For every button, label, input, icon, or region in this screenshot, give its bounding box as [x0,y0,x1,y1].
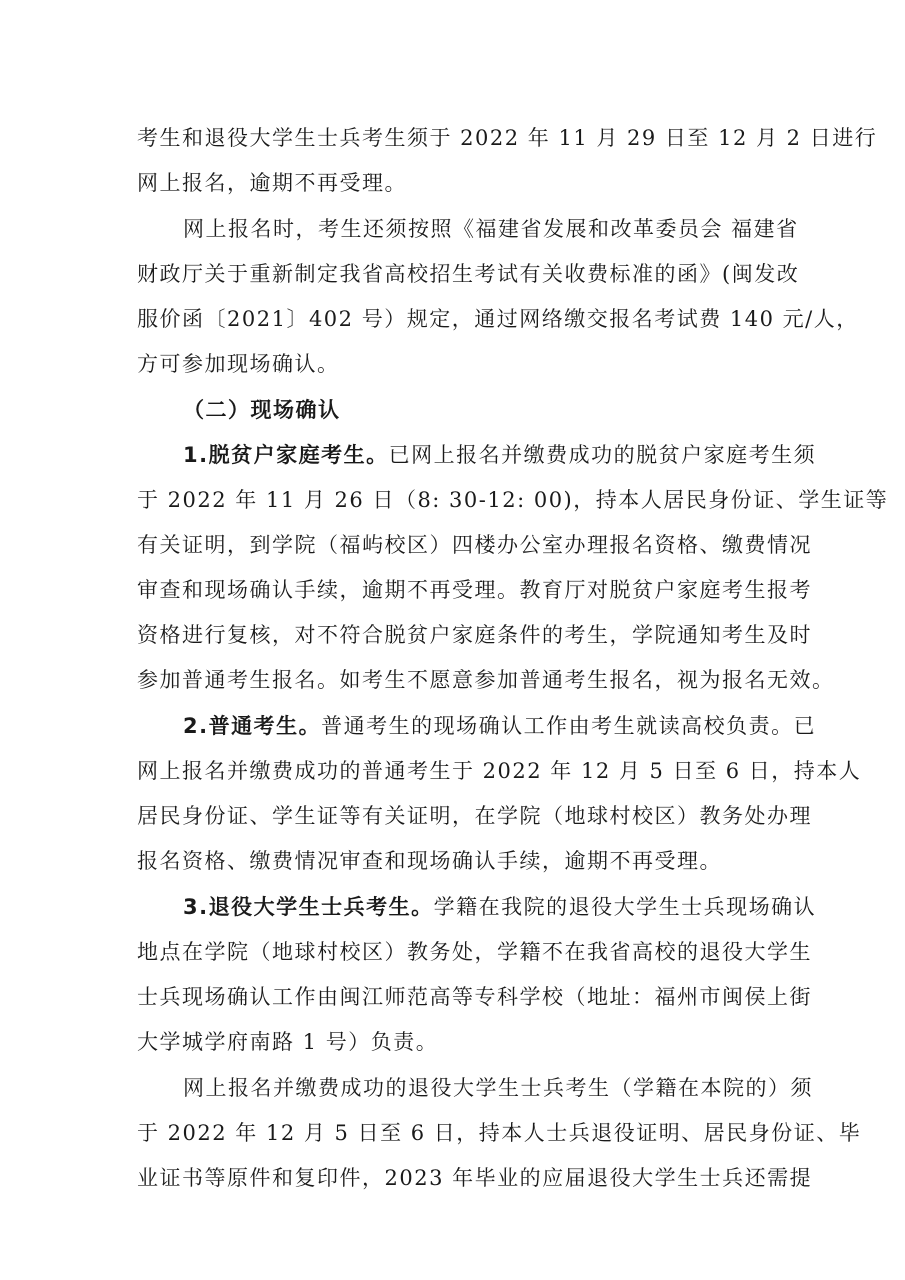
paragraph-line: 考生和退役大学生士兵考生须于 2022 年 11 月 29 日至 12 月 2 日进行 [137,126,878,150]
paragraph-line: 于 2022 年 11 月 26 日（8: 30-12: 00)，持本人居民身份证、学生证等 [137,488,889,512]
paragraph-line: 财政厅关于重新制定我省高校招生考试有关收费标准的函》(闽发改 [137,262,800,286]
paragraph-line: 网上报名并缴费成功的退役大学生士兵考生（学籍在本院的）须 [183,1076,813,1100]
paragraph-first-line [183,440,817,470]
paragraph-line: 居民身份证、学生证等有关证明，在学院（地球村校区）教务处办理 [137,804,812,828]
paragraph-line: 士兵现场确认工作由闽江师范高等专科学校（地址：福州市闽侯上街 [137,985,812,1009]
paragraph-line: 网上报名时，考生还须按照《福建省发展和改革委员会 福建省 [183,217,799,241]
paragraph-first-line [183,711,817,741]
paragraph-line: 网上报名，逾期不再受理。 [137,171,407,195]
paragraph-line: 网上报名并缴费成功的普通考生于 2022 年 12 月 5 日至 6 日，持本人 [137,759,862,783]
paragraph-line: 审查和现场确认手续，逾期不再受理。教育厅对脱贫户家庭考生报考 [137,578,812,602]
paragraph-first-line [183,892,817,922]
paragraph-line: 业证书等原件和复印件，2023 年毕业的应届退役大学生士兵还需提 [137,1166,813,1190]
item-text: 已网上报名并缴费成功的脱贫户家庭考生须 [388,443,817,467]
paragraph-line: 资格进行复核，对不符合脱贫户家庭条件的考生，学院通知考生及时 [137,623,812,647]
item-title: 1.脱贫户家庭考生。 [183,443,389,467]
paragraph-line: 于 2022 年 12 月 5 日至 6 日，持本人士兵退役证明、居民身份证、毕 [137,1121,862,1145]
paragraph-line: 有关证明，到学院（福屿校区）四楼办公室办理报名资格、缴费情况 [137,533,812,557]
item-text: 普通考生的现场确认工作由考生就读高校负责。已 [321,714,817,738]
paragraph-line: 服价函〔2021〕402 号）规定，通过网络缴交报名考试费 140 元/人， [137,307,859,331]
paragraph-line: 地点在学院（地球村校区）教务处，学籍不在我省高校的退役大学生 [137,940,812,964]
paragraph-line: 大学城学府南路 1 号）负责。 [137,1030,439,1054]
section-heading: （二）现场确认 [183,397,341,422]
item-text: 学籍在我院的退役大学生士兵现场确认 [433,895,817,919]
paragraph-line: 方可参加现场确认。 [137,352,340,376]
paragraph-line: 报名资格、缴费情况审查和现场确认手续，逾期不再受理。 [137,849,722,873]
item-title: 2.普通考生。 [183,714,322,738]
paragraph-line: 参加普通考生报名。如考生不愿意参加普通考生报名，视为报名无效。 [137,668,835,692]
item-title: 3.退役大学生士兵考生。 [183,895,434,919]
